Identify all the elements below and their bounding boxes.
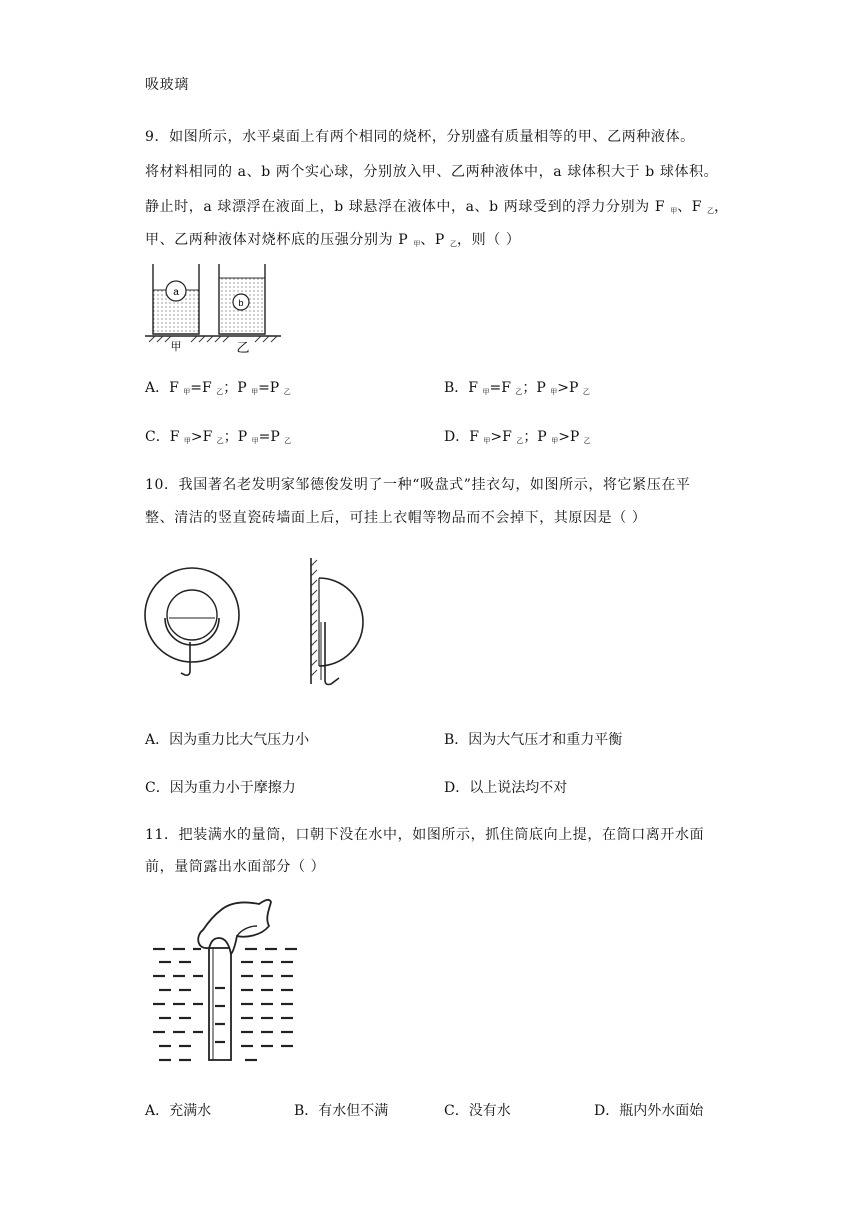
suction-cup-front-inner (167, 590, 217, 640)
q9-line-2: 将材料相同的 a、b 两个实心球，分别放入甲、乙两种液体中，a 球体积大于 b 球体积。 (145, 164, 719, 180)
ball-b-label: b (238, 298, 244, 308)
q9-option-a[interactable]: A．F $_甲$=F $_乙$；P $_甲$=P $_乙$ (145, 380, 291, 396)
hook-front (181, 642, 190, 675)
q11-option-b[interactable]: B．有水但不满 (294, 1103, 389, 1119)
q11-option-c[interactable]: C．没有水 (444, 1103, 511, 1119)
q10-line-2: 整、清洁的竖直瓷砖墙面上后，可挂上衣帽等物品而不会掉下，其原因是（ ） (145, 510, 647, 526)
q11-line-1: 11．把装满水的量筒，口朝下没在水中，如图所示，抓住筒底向上提，在筒口离开水面 (145, 827, 705, 843)
graduated-cylinder (209, 948, 231, 1060)
q9-line-1: 9．如图所示，水平桌面上有两个相同的烧杯，分别盛有质量相等的甲、乙两种液体。 (145, 129, 695, 145)
q10-option-a[interactable]: A．因为重力比大气压力小 (145, 732, 310, 748)
q11-option-a[interactable]: A．充满水 (145, 1103, 212, 1119)
q10-suction-hook-figure (145, 556, 375, 688)
q9-beakers-figure (145, 262, 285, 354)
beaker-label-yi: 乙 (236, 341, 250, 356)
q9-line-4: 甲、乙两种液体对烧杯底的压强分别为 P $_甲$、P $_乙$，则（ ） (145, 232, 521, 248)
ball-a-label: a (173, 287, 179, 298)
q11-line-2: 前，量筒露出水面部分（ ） (145, 859, 326, 875)
q11-cylinder-figure (145, 896, 305, 1066)
suction-cup-front-outer (145, 568, 239, 662)
hand-icon (198, 900, 271, 954)
q9-option-b[interactable]: B．F $_甲$=F $_乙$；P $_甲$>P $_乙$ (444, 380, 590, 396)
q10-option-b[interactable]: B．因为大气压才和重力平衡 (444, 732, 623, 748)
page-fragment-text: 吸玻璃 (145, 77, 189, 93)
q10-option-c[interactable]: C．因为重力小于摩擦力 (145, 780, 296, 796)
q10-option-d[interactable]: D．以上说法均不对 (444, 780, 568, 796)
q9-option-d[interactable]: D．F $_甲$>F $_乙$；P $_甲$>P $_乙$ (444, 429, 591, 445)
beaker-label-jia: 甲 (170, 340, 182, 353)
q9-option-c[interactable]: C．F $_甲$>F $_乙$；P $_甲$=P $_乙$ (145, 429, 292, 445)
water-dashes (153, 949, 297, 1060)
hook-side (325, 622, 339, 685)
q9-line-3: 静止时，a 球漂浮在液面上，b 球悬浮在液体中，a、b 两球受到的浮力分别为 F $_甲$、F $_乙$， (145, 199, 729, 215)
q10-line-1: 10．我国著名老发明家邹德俊发明了一种“吸盘式”挂衣勾，如图所示，将它紧压在平 (145, 477, 691, 493)
q11-option-d[interactable]: D．瓶内外水面始 (594, 1103, 704, 1119)
